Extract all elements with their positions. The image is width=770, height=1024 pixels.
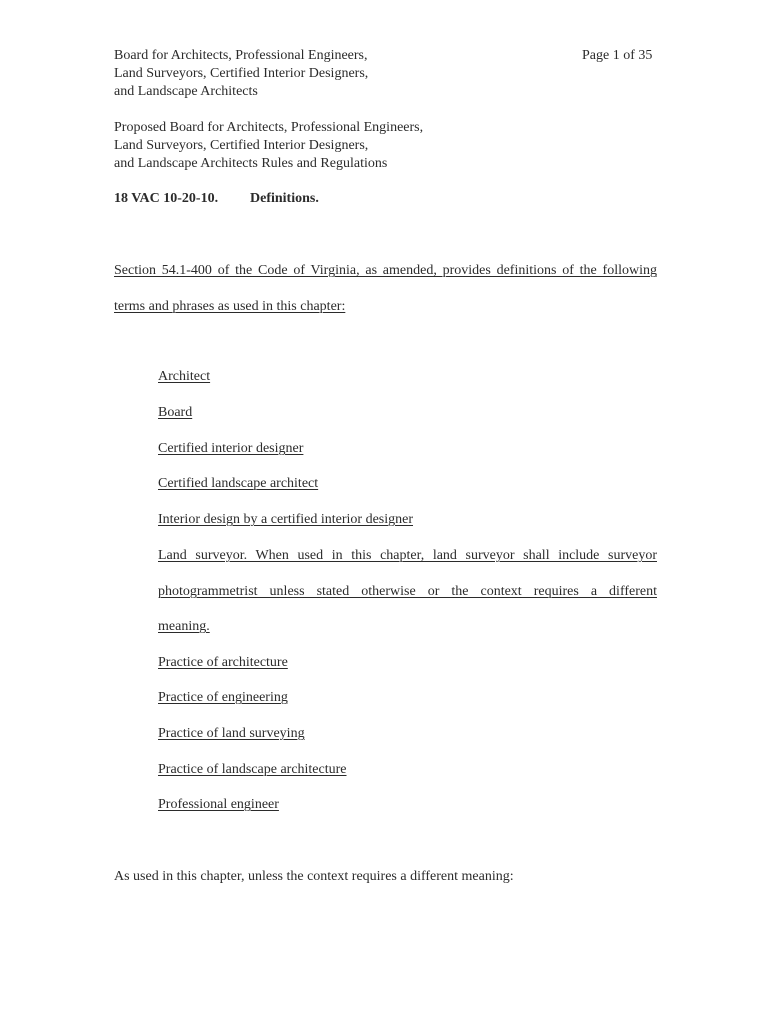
term-certified-interior-designer: Certified interior designer [158,441,304,456]
section-number: 18 VAC 10-20-10. [114,191,219,206]
term-interior-design: Interior design by a certified interior designer [158,512,414,527]
term-practice-of-architecture: Practice of architecture [158,655,288,670]
header-line-1: Board for Architects, Professional Engineers, [114,48,368,63]
term-board: Board [158,405,193,420]
header-line-2: Land Surveyors, Certified Interior Designers, [114,66,369,81]
land-surveyor-line-3: meaning. [158,619,210,634]
page-number: Page 1 of 35 [582,48,653,63]
proposed-line-2: Land Surveyors, Certified Interior Designers, [114,138,369,153]
proposed-line-1: Proposed Board for Architects, Professional Engineers, [114,120,424,135]
term-practice-of-land-surveying: Practice of land surveying [158,726,305,741]
intro-line-1: Section 54.1-400 of the Code of Virginia, as amended, provides definitions of the following [114,263,657,278]
term-architect: Architect [158,369,211,384]
header-line-3: and Landscape Architects [114,84,258,99]
term-practice-of-engineering: Practice of engineering [158,690,288,705]
term-professional-engineer: Professional engineer [158,797,279,812]
land-surveyor-line-2: photogrammetrist unless stated otherwise or the context requires a different [158,584,657,599]
land-surveyor-line-1: Land surveyor. When used in this chapter, land surveyor shall include surveyor [158,548,657,563]
section-title: Definitions. [250,191,319,206]
term-certified-landscape-architect: Certified landscape architect [158,476,319,491]
term-practice-of-landscape-architecture: Practice of landscape architecture [158,762,347,777]
intro-line-2: terms and phrases as used in this chapter: [114,299,346,314]
closing-sentence: As used in this chapter, unless the context requires a different meaning: [114,869,514,884]
proposed-line-3: and Landscape Architects Rules and Regulations [114,156,388,171]
